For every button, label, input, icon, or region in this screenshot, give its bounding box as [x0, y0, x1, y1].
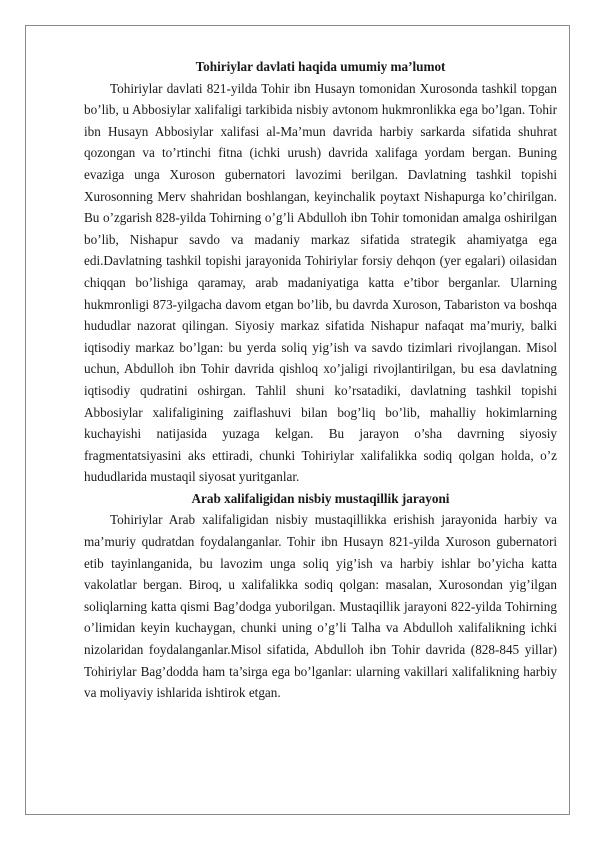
section-title-tohiriylar-overview: Tohiriylar davlati haqida umumiy ma’lumot: [195, 59, 446, 74]
document-body: [84, 56, 557, 704]
section-paragraph-overview: Tohiriylar davlati 821-yilda Tohir ibn Husayn tomonidan Xurosonda tashkil topgan bo’lib, u Abbosiylar xalifaligi tarkibida nisbiy avtonom hukmronlikka ega bo’lgan. Tohir ibn Husayn Abbosiylar xalifasi al-Ma’mun davrida harbiy sarkarda sifatida shuhrat qozongan va to’rtinchi fitna (ichki urush) davrida xalifaga yordam bergan. Buning evaziga unga Xuroson gubernatori lavozimi berilgan. Davlatning tashkil topishi Xurosonning Merv shahridan boshlangan, keyinchalik poytaxt Nishapurga ko’chirilgan. Bu o’zgarish 828-yilda Tohirning o’g’li Abdulloh ibn Tohir tomonidan amalga oshirilgan bo’lib, Nishapur savdo va madaniy markaz sifatida strategik ahamiyatga ega edi.Davlatning tashkil topishi jarayonida Tohiriylar forsiy dehqon (yer egalari) oilasidan chiqqan bo’lishiga qaramay, arab madaniyatiga katta e’tibor berganlar. Ularning hukmronligi 873-yilgacha davom etgan bo’lib, bu davrda Xuroson, Tabariston va boshqa hududlar nazorat qilingan. Siyosiy markaz sifatida Nishapur nafaqat ma’muriy, balki iqtisodiy markaz bo’lgan: bu yerda soliq yig’ish va savdo tizimlari rivojlangan. Misol uchun, Abdulloh ibn Tohir davrida qishloq xo’jaligi rivojlantirilgan, bu esa davlatning iqtisodiy qudratini oshirgan. Tahlil shuni ko’rsatadiki, davlatning tashkil topishi Abbosiylar xalifaligining zaiflashuvi bilan bog’liq bo’lib, mahalliy hokimlarning kuchayishi natijasida yuzaga kelgan. Bu jarayon o’sha davrning siyosiy fragmentatsiyasini aks ettiradi, chunki Tohiriylar xalifalikka sodiq qolgan holda, o’z hududlarida mustaqil siyosat yuritganlar.: [84, 80, 557, 485]
section-paragraph-independence: Tohiriylar Arab xalifaligidan nisbiy mustaqillikka erishish jarayonida harbiy va ma’muriy qudratdan foydalanganlar. Tohir ibn Husayn 821-yilda Xuroson gubernatori etib tayinlanganida, bu lavozim unga soliq yig’ish va harbiy ishlar bo’yicha katta vakolatlar bergan. Biroq, u xalifalikka sodiq qolgan: masalan, Xurosondan yig’ilgan soliqlarning katta qismi Bag’dodga yuborilgan. Mustaqillik jarayoni 822-yilda Tohirning o’limidan keyin kuchaygan, chunki uning o’g’li Talha va Abdulloh xalifalikning ichki nizolaridan foydalanganlar.Misol sifatida, Abdulloh ibn Tohir davrida (828-845 yillar) Tohiriylar Bag’dodda ham ta’sirga ega bo’lganlar: ularning vakillari xalifalikning harbiy va moliyaviy ishlarida ishtirok etgan.: [84, 512, 557, 701]
section-title-independence: Arab xalifaligidan nisbiy mustaqillik jarayoni: [191, 490, 450, 506]
